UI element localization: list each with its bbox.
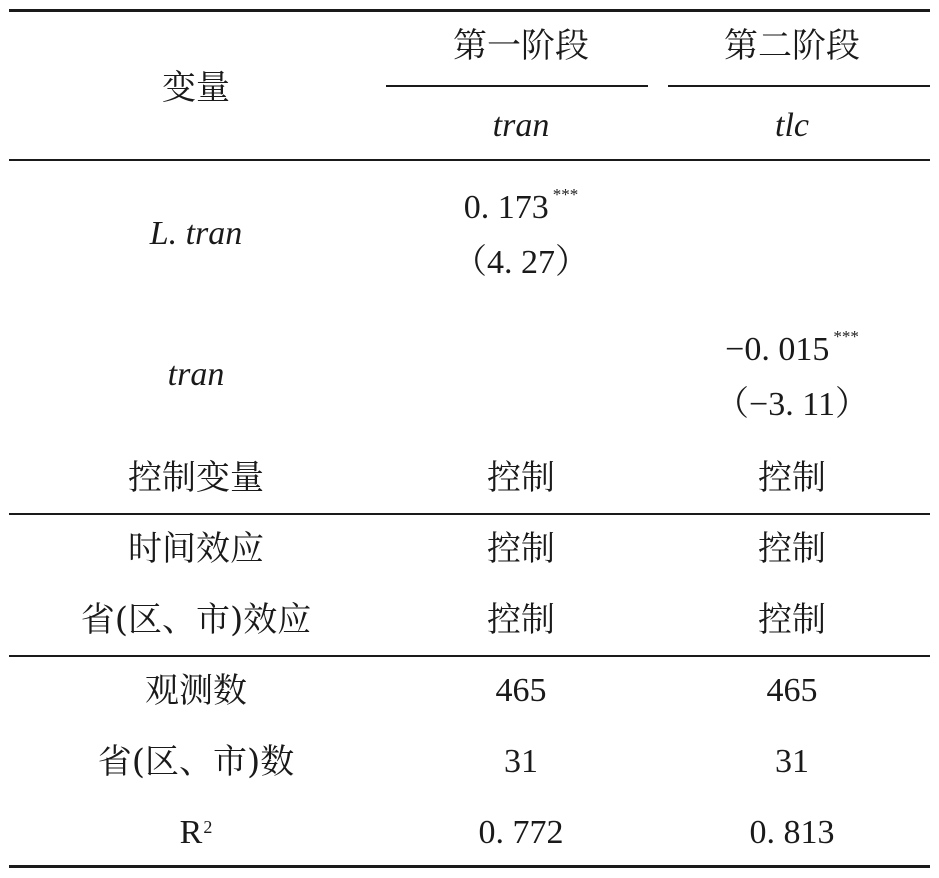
time-effect-col1: 控制 — [487, 529, 555, 569]
row-label-r2 — [0, 811, 392, 855]
tstat-lag-tran: （4. 27） — [453, 244, 589, 281]
stage2-underline — [668, 85, 930, 87]
r2-col2: 0. 813 — [749, 814, 835, 851]
observations-col2: 465 — [766, 672, 818, 709]
controls-col1: 控制 — [487, 458, 555, 498]
bottom-rule — [9, 865, 930, 868]
header-variable: 变量 — [162, 68, 230, 108]
coef-value: 0. 173 — [463, 189, 549, 226]
coef-tran — [660, 328, 924, 372]
r2-superscript: 2 — [203, 817, 213, 837]
province-effect-col1: 控制 — [487, 600, 555, 640]
header-dep-var-2: tlc — [775, 107, 809, 144]
header-dep-var-1: tran — [492, 107, 550, 144]
significance-stars: *** — [833, 326, 859, 346]
r2-col1: 0. 772 — [478, 814, 564, 851]
header-stage1: 第一阶段 — [453, 26, 589, 66]
time-effect-col2: 控制 — [758, 529, 826, 569]
observations-col1: 465 — [495, 672, 547, 709]
section-rule-2 — [9, 655, 930, 657]
row-label-province-effect: 省(区、市)效应 — [80, 600, 312, 640]
row-label-time-effect: 时间效应 — [128, 529, 264, 569]
row-label-tran: tran — [167, 356, 225, 393]
province-effect-col2: 控制 — [758, 600, 826, 640]
controls-col2: 控制 — [758, 458, 826, 498]
coef-lag-tran — [392, 186, 650, 230]
top-rule — [9, 9, 930, 12]
row-label-provinces: 省(区、市)数 — [97, 742, 295, 782]
row-label-controls: 控制变量 — [128, 458, 264, 498]
row-label-observations: 观测数 — [145, 671, 247, 711]
stage1-underline — [386, 85, 648, 87]
r2-label: R — [179, 814, 203, 851]
coef-value: −0. 015 — [725, 331, 830, 368]
significance-stars: *** — [552, 184, 579, 204]
row-label-lag-tran: L. tran — [149, 215, 243, 252]
section-rule-1 — [9, 513, 930, 515]
provinces-col2: 31 — [775, 743, 809, 780]
header-rule — [9, 159, 930, 161]
provinces-col1: 31 — [504, 743, 538, 780]
header-stage2: 第二阶段 — [724, 26, 860, 66]
tstat-tran: （−3. 11） — [715, 386, 869, 423]
